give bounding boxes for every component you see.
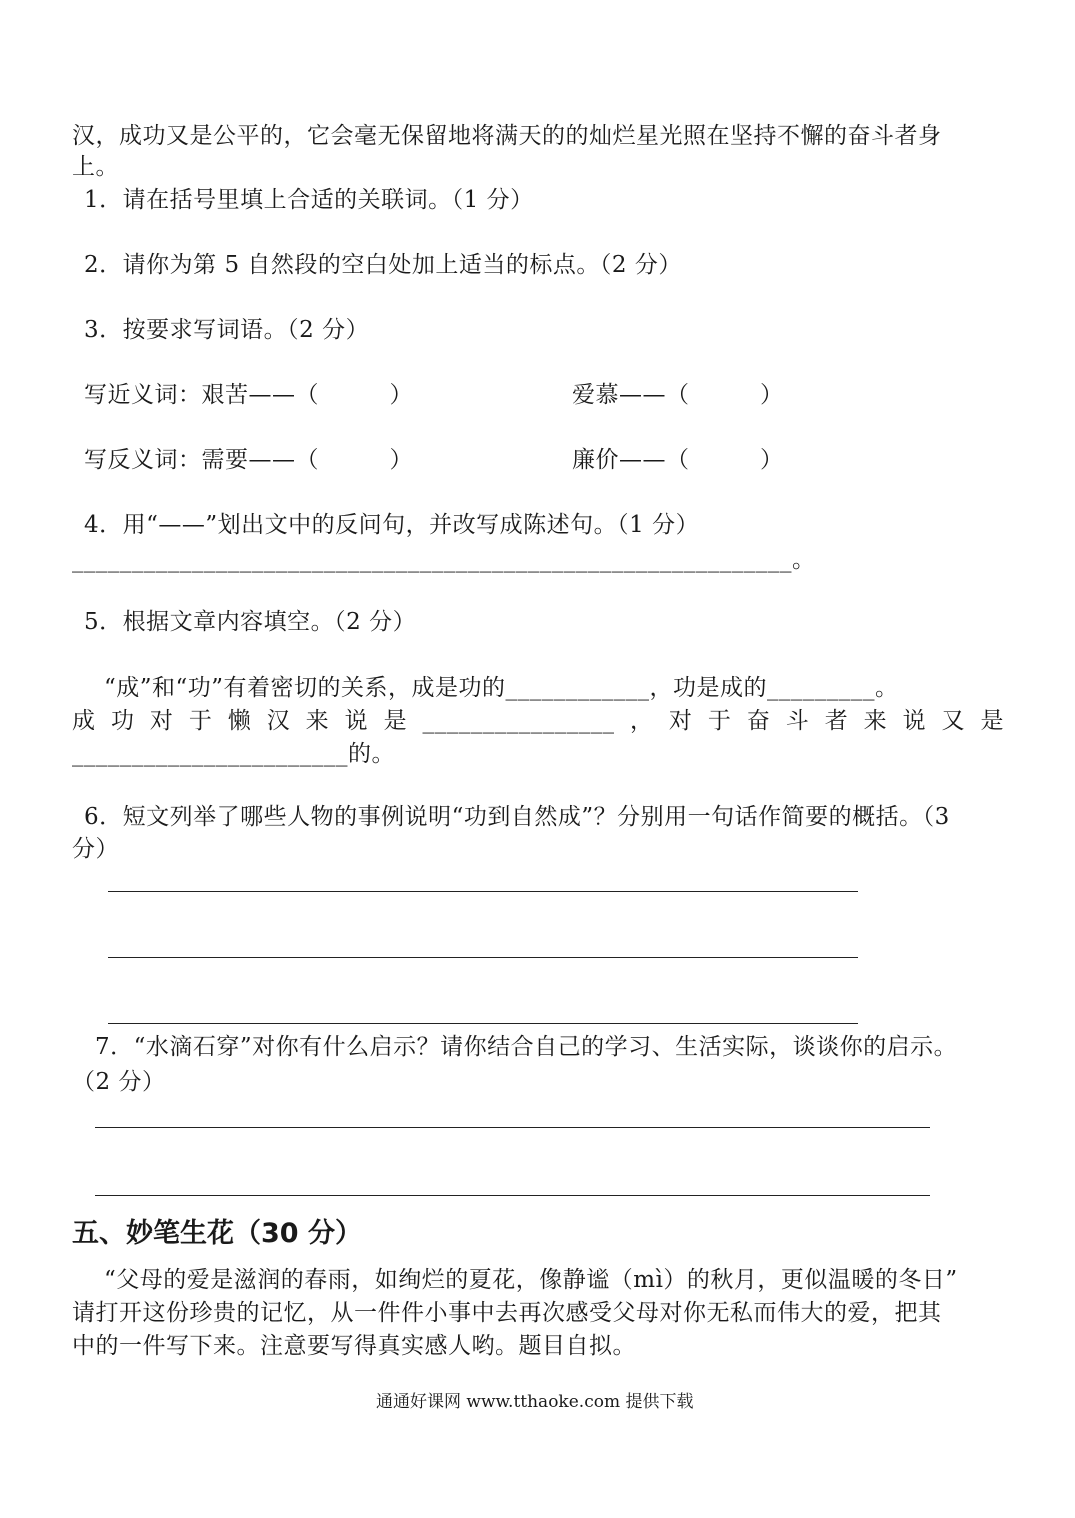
- question-2: 2．请你为第 5 自然段的空白处加上适当的标点。（2 分）: [84, 252, 682, 278]
- question-1: 1．请在括号里填上合适的关联词。（1 分）: [84, 187, 534, 213]
- answer-blank: ____________________________________________________________。: [72, 547, 816, 573]
- passage-line: 汉，成功又是公平的，它会毫无保留地将满天的的灿烂星光照在坚持不懈的奋斗者身: [72, 123, 942, 149]
- question-7-cont: （2 分）: [72, 1069, 166, 1095]
- prompt-line: “父母的爱是滋润的春雨，如绚烂的夏花，像静谧（mì）的秋月，更似温暖的冬日”: [104, 1267, 958, 1293]
- question-4: 4．用“——”划出文中的反问句，并改写成陈述句。（1 分）: [84, 512, 700, 538]
- answer-line: [108, 1023, 858, 1024]
- question-7: 7．“水滴石穿”对你有什么启示？请你结合自己的学习、生活实际，谈谈你的启示。: [95, 1034, 958, 1060]
- question-3: 3．按要求写词语。（2 分）: [84, 317, 370, 343]
- answer-line: [95, 1127, 930, 1128]
- fill-blank-line: 成功对于懒汉来说是________________，对于奋斗者来说又是: [72, 708, 1004, 734]
- fill-blank-line: _______________________的。: [72, 741, 395, 767]
- footer-text: 通通好课网 www.tthaoke.com 提供下载: [376, 1392, 694, 1412]
- answer-line: [95, 1195, 930, 1196]
- question-6: 6．短文列举了哪些人物的事例说明“功到自然成”？分别用一句话作简要的概括。（3: [84, 804, 950, 830]
- prompt-line: 中的一件写下来。注意要写得真实感人哟。题目自拟。: [72, 1333, 636, 1359]
- answer-line: [108, 891, 858, 892]
- question-5: 5．根据文章内容填空。（2 分）: [84, 609, 417, 635]
- answer-line: [108, 957, 858, 958]
- synonym-prompt-right: 爱慕——（ ）: [572, 382, 784, 408]
- passage-line: 上。: [72, 154, 119, 180]
- fill-blank-line: “成”和“功”有着密切的关系，成是功的____________，功是成的_________。: [104, 675, 899, 701]
- antonym-prompt-left: 写反义词：需要——（ ）: [84, 447, 413, 473]
- section-heading: 五、妙笔生花（30 分）: [72, 1218, 362, 1249]
- prompt-line: 请打开这份珍贵的记忆，从一件件小事中去再次感受父母对你无私而伟大的爱，把其: [72, 1300, 942, 1326]
- question-6-cont: 分）: [72, 836, 119, 862]
- antonym-prompt-right: 廉价——（ ）: [572, 447, 784, 473]
- synonym-prompt-left: 写近义词：艰苦——（ ）: [84, 382, 413, 408]
